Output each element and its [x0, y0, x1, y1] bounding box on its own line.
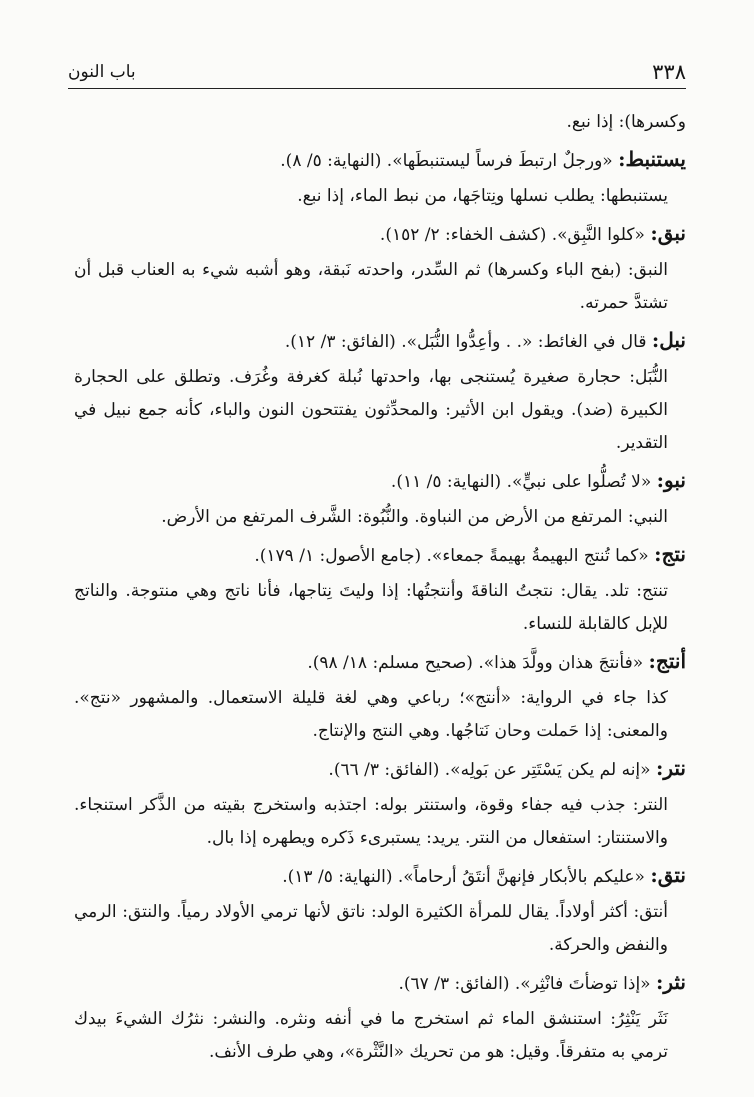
entry-antaj [74, 645, 686, 680]
entry-headword: نتج: [654, 542, 686, 566]
page-body [74, 104, 686, 1073]
entry-citation: «فأنتجَ هذان وولَّدَ هذا». (صحيح مسلم: ١٨/ ٩٨). [307, 653, 649, 673]
entry-nathr [74, 966, 686, 1001]
entry-headword: نثر: [655, 970, 686, 994]
page-header [68, 52, 686, 89]
entry-headword: نتر: [655, 756, 686, 780]
entry-citation: قال في الغائط: «. . وأعِدُّوا النُّبَل». (الفائق: ٣/ ١٢). [284, 332, 652, 352]
entry-citation: «عليكم بالأبكار فإنهنَّ أنتَقُ أرحاماً». (النهاية: ٥/ ١٣). [282, 867, 651, 887]
entry-explanation: كذا جاء في الرواية: «أنتج»؛ رباعي وهي لغة قليلة الاستعمال. والمشهور «نتج». والمعنى: إذا حَملت وحان نَتاجُها. وهي النتج والإنتاج. [74, 688, 668, 741]
entry-explanation: نَثَر يَنْثِرُ: استنشق الماء ثم استخرج ما في أنفه ونثره. والنشر: نثرُك الشيءَ بيدك ترمي به متفرقاً. وقيل: هو من تحريك «النَّثْرة»، وهي طرف الأنف. [74, 1009, 668, 1062]
entry-headword: نبق: [650, 221, 686, 245]
entry-natj [74, 538, 686, 573]
entry-explanation: النُّبَل: حجارة صغيرة يُستنجى بها، واحدتها نُبلة كغرفة وغُرَف. وتطلق على الحجارة الكبيرة (ضد). ويقول ابن الأثير: والمحدِّثون يفتتحون النون والباء، كأنه جمع نبيل في التقدير. [74, 367, 668, 453]
entry-citation: «إذا توضأتَ فانْثِر». (الفائق: ٣/ ٦٧). [398, 974, 656, 994]
entry-nabq [74, 217, 686, 252]
entry-citation: «كما تُنتج البهيمةُ بهيمةً جمعاء». (جامع الأصول: ١/ ١٧٩). [254, 546, 655, 566]
continuation-text: وكسرها): إذا نبع. [566, 112, 686, 132]
entry-explanation: أنتق: أكثر أولاداً. يقال للمرأة الكثيرة الولد: ناتق لأنها ترمي الأولاد رمياً. والنتق: الرمي والنفض والحركة. [74, 902, 668, 955]
entry-citation: «ورجلٌ ارتبطَ فرساً ليستنبطَها». (النهاية: ٥/ ٨). [280, 151, 619, 171]
entry-headword: أنتج: [648, 649, 686, 673]
entry-explanation: النبي: المرتفع من الأرض من النباوة. والنُّبُوة: الشَّرف المرتفع من الأرض. [161, 507, 668, 527]
page-number: ٣٣٨ [652, 60, 686, 84]
entry-yastanbit [74, 143, 686, 178]
entry-explanation: تنتج: تلد. يقال: نتجتُ الناقةَ وأنتجتُها: إذا وليتَ نِتاجها، فأنا ناتج وهي منتوجة. والناتج للإبل كالقابلة للنساء. [74, 581, 668, 634]
entry-headword: نبو: [656, 468, 686, 492]
entry-headword: نبل: [651, 328, 686, 352]
entry-explanation: النبق: (بفح الباء وكسرها) ثم السِّدر، واحدته نَبقة، وهو أشبه شيء به العناب قبل أن تشتدَّ حمرته. [74, 260, 669, 313]
entry-explanation: يستنبطها: يطلب نسلها ونِتاجَها، من نبط الماء، إذا نبع. [297, 186, 668, 206]
entry-citation: «إنه لم يكن يَسْتَتِر عن بَولِه». (الفائق: ٣/ ٦٦). [328, 760, 656, 780]
entry-explanation: النتر: جذب فيه جفاء وقوة، واستنتر بوله: اجتذبه واستخرج بقيته من الذَّكر استنجاء. والاستنتار: استفعال من النتر. يريد: يستبرىء ذَكره ويطهره إذا بال. [74, 795, 668, 848]
entry-headword: يستنبط: [618, 147, 686, 171]
entry-nabl [74, 324, 686, 359]
entry-natr [74, 752, 686, 787]
entry-citation: «لا تُصلُّوا على نبيٍّ». (النهاية: ٥/ ١١). [390, 472, 657, 492]
entry-headword: نتق: [650, 863, 686, 887]
entry-natq [74, 859, 686, 894]
entry-citation: «كلوا النَّبِق». (كشف الخفاء: ٢/ ١٥٢). [379, 225, 651, 245]
entry-nabw [74, 464, 686, 499]
chapter-title: باب النون [68, 62, 136, 82]
